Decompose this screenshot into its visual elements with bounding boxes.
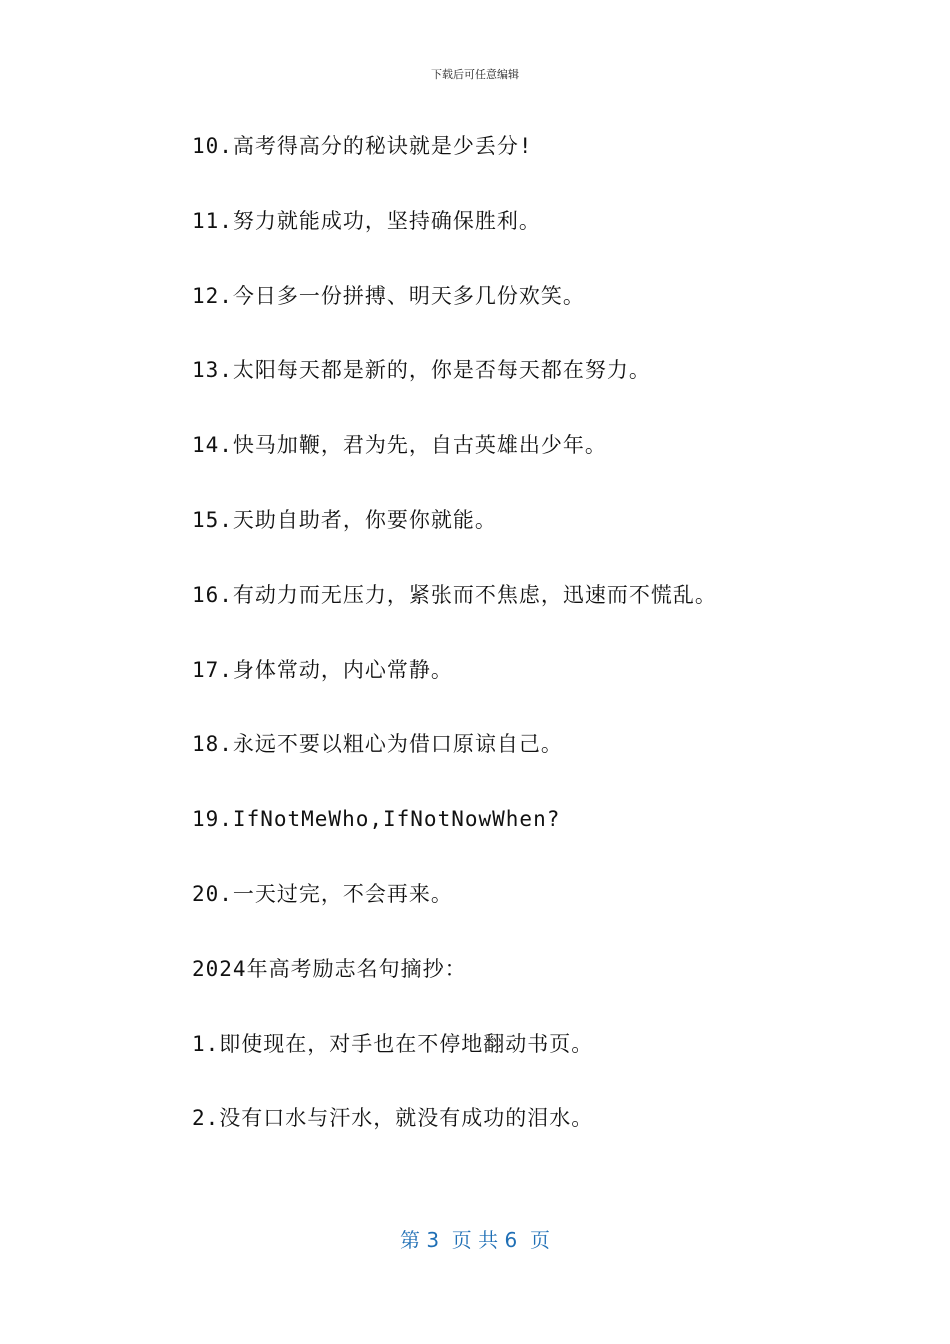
- list-item: 2.没有口水与汗水，就没有成功的泪水。: [192, 1106, 594, 1131]
- list-item: 17.身体常动，内心常静。: [192, 657, 453, 682]
- list-item: 14.快马加鞭，君为先，自古英雄出少年。: [192, 433, 607, 458]
- list-item: 16.有动力而无压力，紧张而不焦虑，迅速而不慌乱。: [192, 582, 717, 607]
- list-item: 20.一天过完，不会再来。: [192, 881, 453, 906]
- list-item: 19.IfNotMeWho,IfNotNowWhen?: [192, 807, 561, 832]
- list-item: 1.即使现在，对手也在不停地翻动书页。: [192, 1031, 594, 1056]
- list-item: 15.天助自助者，你要你就能。: [192, 507, 497, 532]
- page-header: 下载后可任意编辑: [431, 68, 519, 81]
- list-item: 11.努力就能成功，坚持确保胜利。: [192, 208, 541, 233]
- list-item: 10.高考得高分的秘诀就是少丢分!: [192, 134, 533, 158]
- document-body: [192, 126, 872, 1173]
- list-item: 18.永远不要以粗心为借口原谅自己。: [192, 732, 563, 757]
- section-heading: 2024年高考励志名句摘抄：: [192, 956, 467, 981]
- page-footer: 第 3 页 共 6 页: [400, 1228, 550, 1252]
- list-item: 13.太阳每天都是新的，你是否每天都在努力。: [192, 358, 651, 383]
- list-item: 12.今日多一份拼搏、明天多几份欢笑。: [192, 283, 585, 308]
